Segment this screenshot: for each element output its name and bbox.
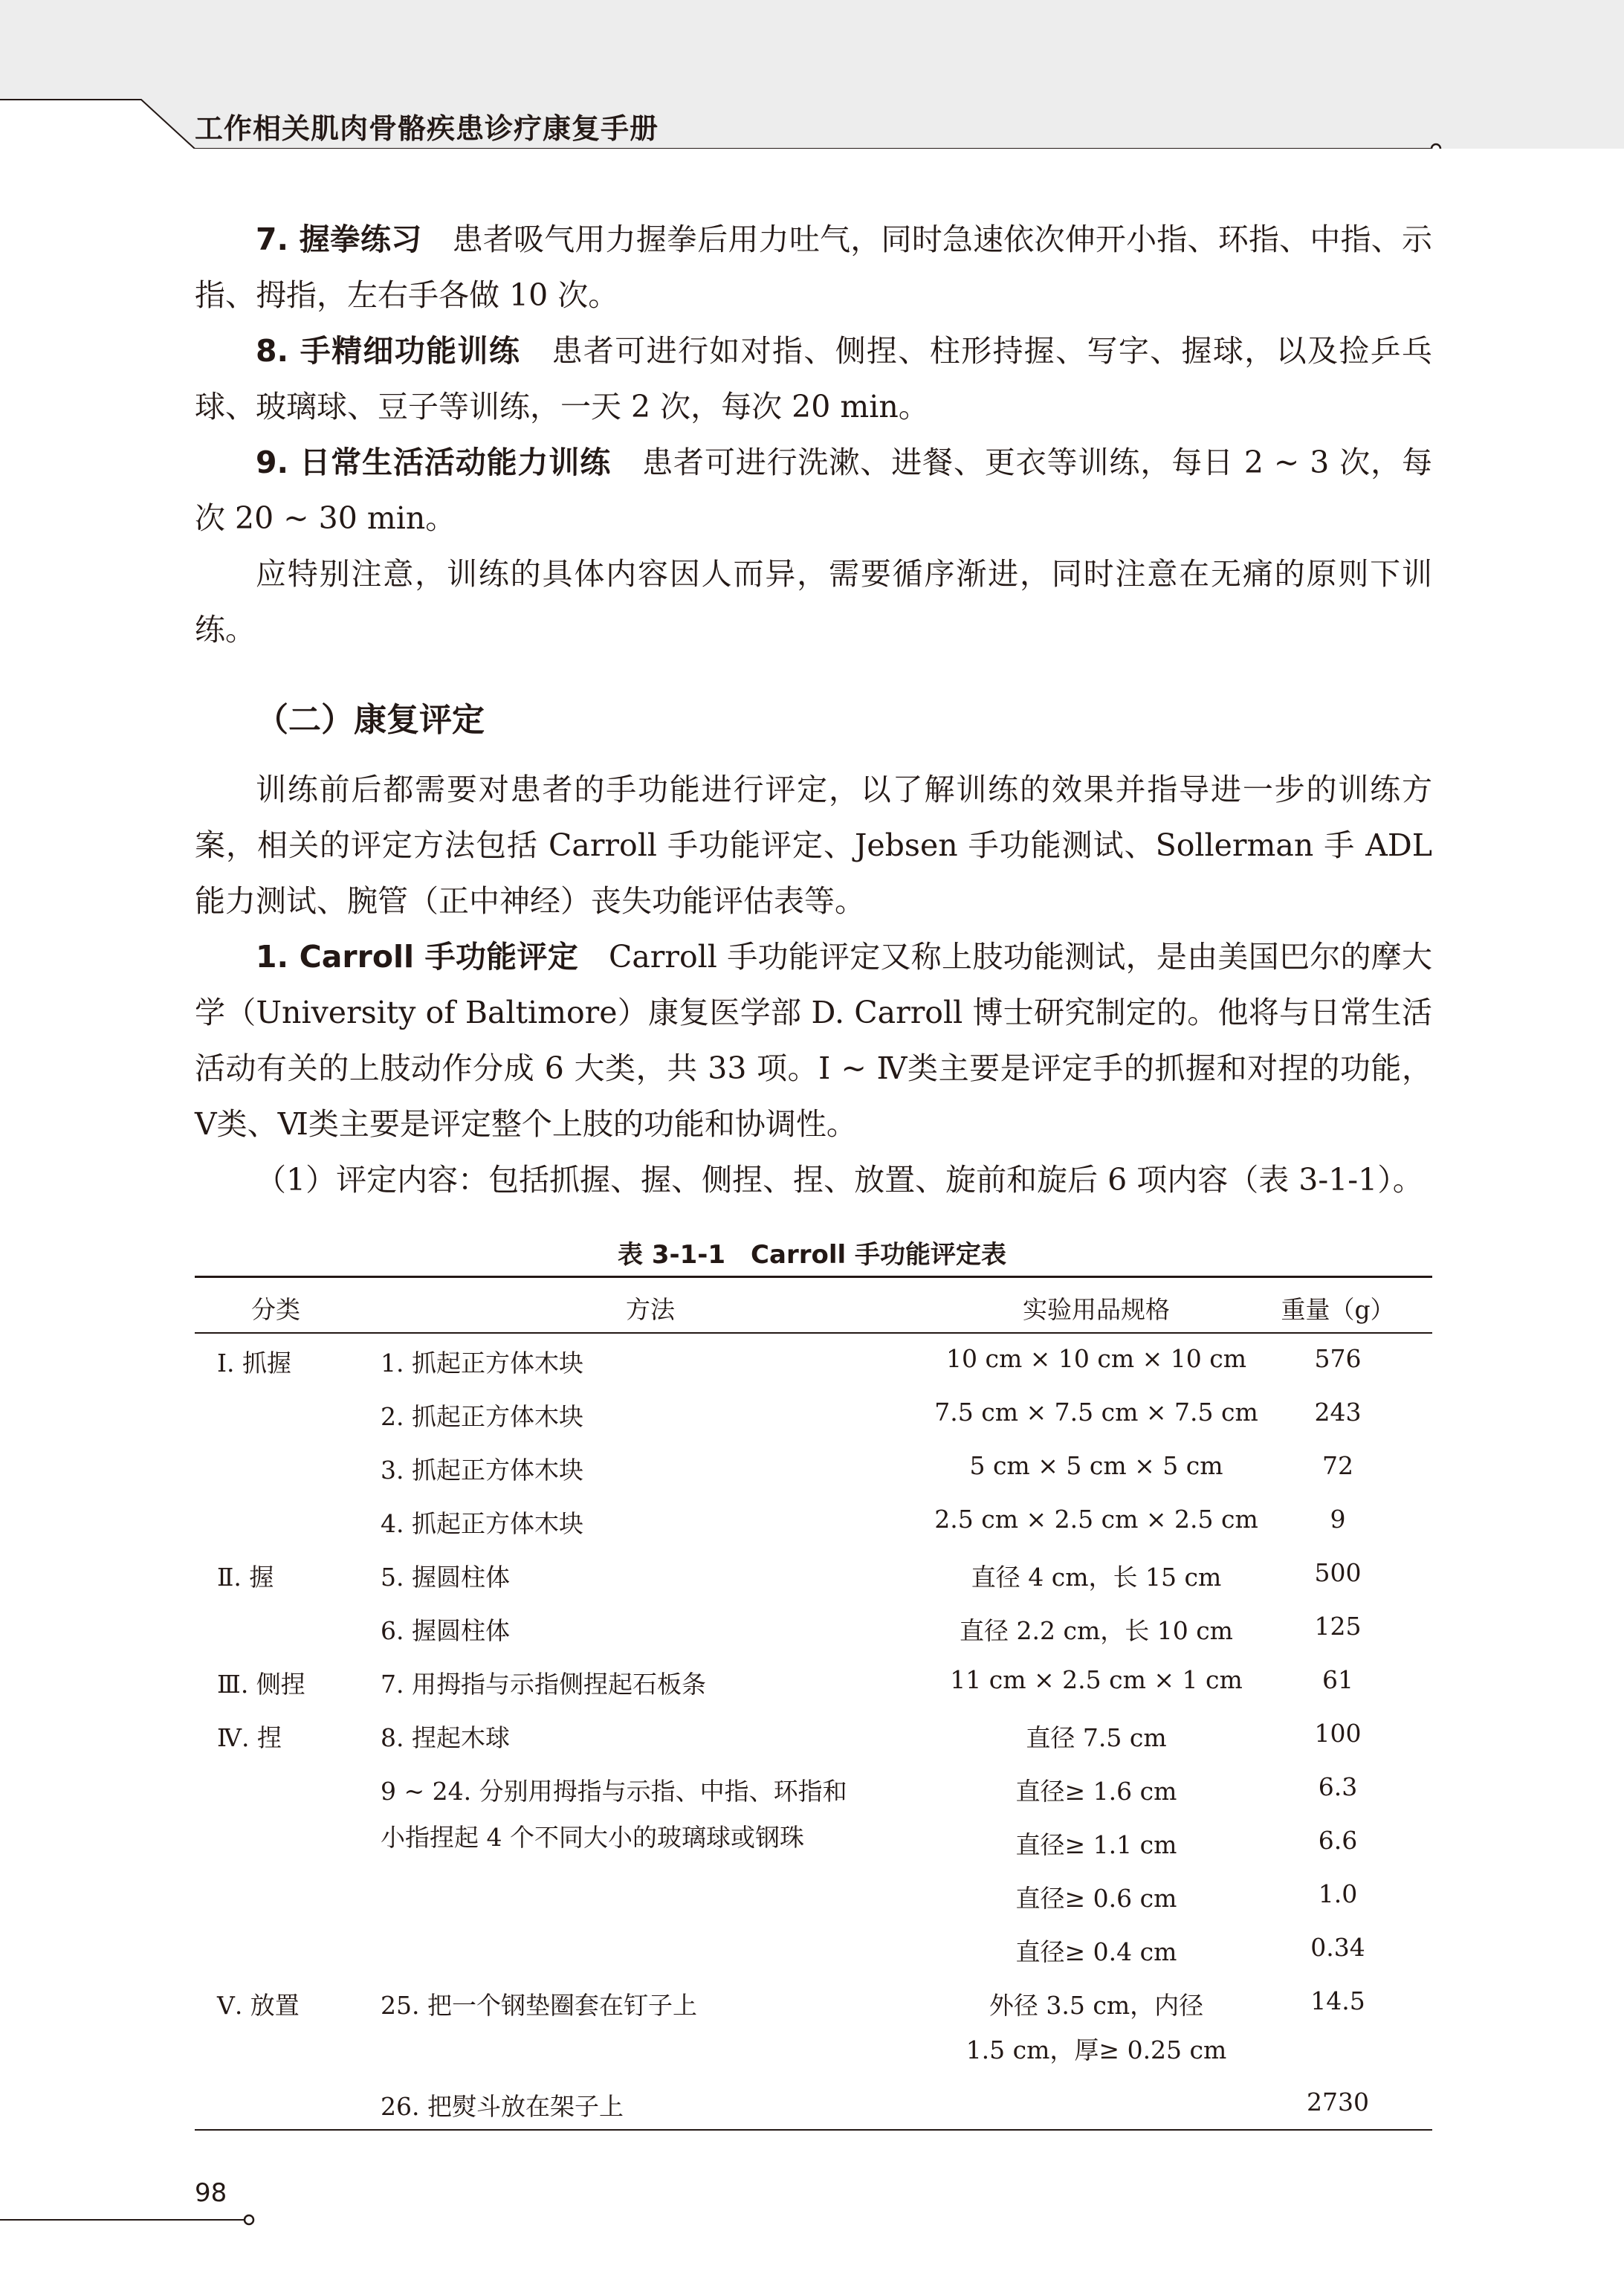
table-cell-spec: 直径 2.2 cm，长 10 cm xyxy=(960,1616,1233,1645)
fist-exercise-heading: 7. 握拳练习 xyxy=(256,222,422,257)
table-cell-spec: 外径 3.5 cm，内径 xyxy=(989,1991,1204,2020)
paragraph-note: 应特别注意，训练的具体内容因人而异，需要循序渐进，同时注意在无痛的原则下训练。 xyxy=(195,556,1432,648)
adl-training-text: 患者可进行洗漱、进餐、更衣等训练，每日 2 ~ 3 次，每次 20 ~ 30 min。 xyxy=(195,445,1432,536)
table-cell-spec: 直径≥ 1.6 cm xyxy=(1015,1777,1177,1806)
table-cell-spec: 10 cm × 10 cm × 10 cm xyxy=(945,1344,1247,1373)
table-cell-spec: 7.5 cm × 7.5 cm × 7.5 cm xyxy=(934,1398,1258,1427)
fine-motor-heading: 8. 手精细功能训练 xyxy=(256,333,521,369)
table-cell-weight: 6.6 xyxy=(1318,1826,1358,1855)
table-cell-spec: 5 cm × 5 cm × 5 cm xyxy=(969,1451,1223,1480)
table-cell-spec: 直径≥ 0.6 cm xyxy=(1015,1884,1177,1913)
table-cell-method: 5. 握圆柱体 xyxy=(381,1563,510,1592)
table-header-rule xyxy=(195,1332,1432,1334)
table-cell-weight: 576 xyxy=(1314,1344,1362,1373)
table-cell-weight: 500 xyxy=(1314,1558,1362,1587)
paragraph-eval-content: （1）评定内容：包括抓握、握、侧捏、捏、放置、旋前和旋后 6 项内容（表 3-1-1）。 xyxy=(256,1162,1423,1198)
table-bottom-rule xyxy=(195,2129,1432,2131)
paragraph-adl-training xyxy=(195,435,1432,546)
table-cell-weight: 9 xyxy=(1330,1505,1346,1534)
table-cell-spec: 直径≥ 0.4 cm xyxy=(1015,1937,1177,1966)
fine-motor-text: 患者可进行如对指、侧捏、柱形持握、写字、握球，以及捡乒乓球、玻璃球、豆子等训练，一天 2 次，每次 20 min。 xyxy=(195,333,1432,424)
page-number: 98 xyxy=(195,2178,227,2208)
table-cell-category: Ⅲ. 侧捏 xyxy=(217,1670,305,1699)
table-cell-spec: 11 cm × 2.5 cm × 1 cm xyxy=(950,1665,1243,1694)
table-header-weight: 重量（g） xyxy=(1281,1295,1395,1324)
table-cell-spec: 直径 7.5 cm xyxy=(1026,1723,1167,1752)
table-cell-weight: 100 xyxy=(1314,1719,1362,1748)
carroll-heading: 1. Carroll 手功能评定 xyxy=(256,939,578,975)
table-cell-category: Ⅳ. 捏 xyxy=(217,1723,282,1752)
paragraph-eval-intro: 训练前后都需要对患者的手功能进行评定，以了解训练的效果并指导进一步的训练方案，相关的评定方法包括 Carroll 手功能评定、Jebsen 手功能测试、Sollerman 手 ADL 能力测试、腕管（正中神经）丧失功能评估表等。 xyxy=(195,772,1432,919)
table-cell-method: 9 ~ 24. 分别用拇指与示指、中指、环指和 xyxy=(381,1777,847,1806)
table-cell-method: 4. 抓起正方体木块 xyxy=(381,1509,583,1538)
table-cell-method: 6. 握圆柱体 xyxy=(381,1616,510,1645)
table-cell-spec: 直径 4 cm，长 15 cm xyxy=(971,1563,1222,1592)
carroll-text: Carroll 手功能评定又称上肢功能测试，是由美国巴尔的摩大学（University of Baltimore）康复医学部 D. Carroll 博士研究制定的。他将与日常生活活动有关的上肢动作分成 6 大类，共 33 项。Ⅰ ~ Ⅳ类主要是评定手的抓握和对捏的功能，Ⅴ类、Ⅵ类主要是评定整个上肢的功能和协调性。 xyxy=(195,939,1433,1142)
paragraph-fine-motor xyxy=(195,323,1432,435)
table-header-category: 分类 xyxy=(251,1295,300,1324)
table-cell-weight: 6.3 xyxy=(1318,1772,1358,1801)
table-cell-method: 25. 把一个钢垫圈套在钉子上 xyxy=(381,1991,697,2020)
table-cell-method: 8. 捏起木球 xyxy=(381,1723,510,1752)
table-cell-method: 3. 抓起正方体木块 xyxy=(381,1456,583,1485)
table-header-spec: 实验用品规格 xyxy=(1023,1295,1170,1324)
section-heading-rehab-eval: （二）康复评定 xyxy=(256,701,485,739)
adl-training-heading: 9. 日常生活活动能力训练 xyxy=(256,445,612,480)
table-cell-category: Ⅱ. 握 xyxy=(217,1563,274,1592)
table-top-rule xyxy=(195,1276,1432,1278)
table-cell-weight: 125 xyxy=(1314,1612,1362,1641)
table-cell-weight: 14.5 xyxy=(1310,1986,1365,2015)
paragraph-carroll xyxy=(195,929,1432,1152)
table-cell-weight: 72 xyxy=(1322,1451,1353,1480)
table-caption: 表 3-1-1 Carroll 手功能评定表 xyxy=(618,1240,1006,1270)
table-cell-method: 26. 把熨斗放在架子上 xyxy=(381,2092,624,2121)
table-cell-spec: 2.5 cm × 2.5 cm × 2.5 cm xyxy=(934,1505,1258,1534)
eval-paragraphs xyxy=(195,762,1432,1208)
table-header-method: 方法 xyxy=(626,1295,675,1324)
table-cell-category: Ⅰ. 抓握 xyxy=(217,1349,292,1378)
table-cell-spec: 直径≥ 1.1 cm xyxy=(1015,1830,1177,1859)
table-cell-weight: 1.0 xyxy=(1318,1879,1358,1908)
running-header-title: 工作相关肌肉骨骼疾患诊疗康复手册 xyxy=(195,112,659,145)
table-cell-weight: 2730 xyxy=(1307,2087,1369,2116)
paragraph-fist-exercise xyxy=(195,212,1432,323)
footer-rule xyxy=(0,2214,268,2229)
table-cell-weight: 243 xyxy=(1314,1398,1362,1427)
fist-exercise-text: 患者吸气用力握拳后用力吐气，同时急速依次伸开小指、环指、中指、示指、拇指，左右手各做 10 次。 xyxy=(195,222,1432,313)
table-cell-spec-continued: 1.5 cm，厚≥ 0.25 cm xyxy=(965,2035,1227,2064)
table-cell-method: 2. 抓起正方体木块 xyxy=(381,1402,583,1431)
body-paragraphs xyxy=(195,212,1432,658)
table-cell-weight: 0.34 xyxy=(1310,1933,1365,1962)
table-cell-method: 7. 用拇指与示指侧捏起石板条 xyxy=(381,1670,706,1699)
table-cell-method: 1. 抓起正方体木块 xyxy=(381,1349,583,1378)
table-cell-category: Ⅴ. 放置 xyxy=(217,1991,300,2020)
table-cell-method-continued: 小指捏起 4 个不同大小的玻璃球或钢珠 xyxy=(381,1823,804,1852)
table-cell-weight: 61 xyxy=(1322,1665,1353,1694)
